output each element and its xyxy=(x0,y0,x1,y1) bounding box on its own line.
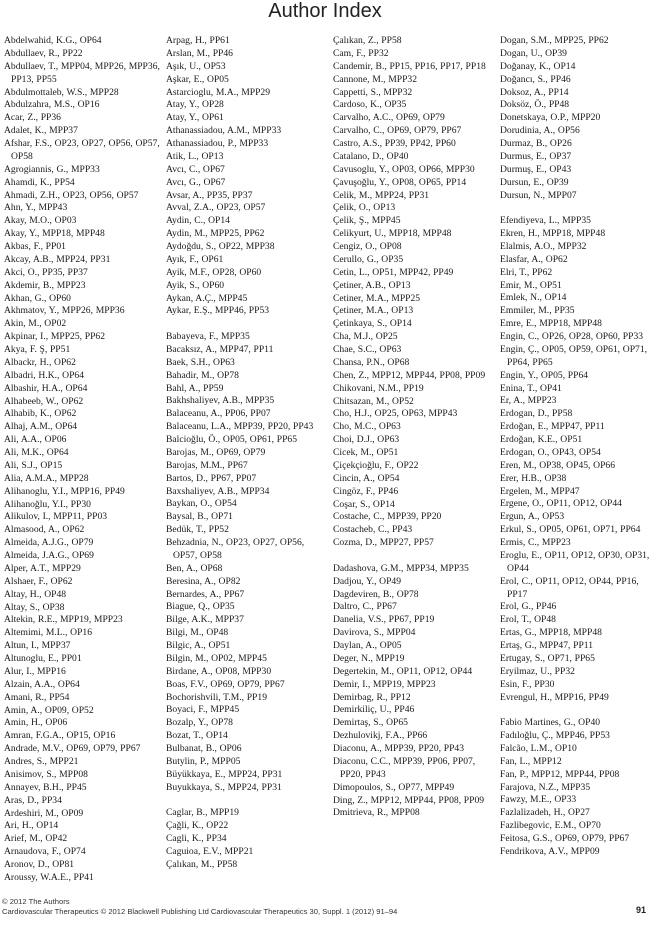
index-entry: Bahadir, M., OP78 xyxy=(166,369,239,381)
index-entry: Çetinkaya, S., OP14 xyxy=(333,318,412,330)
index-entry: Ertugay, S., OP71, PP65 xyxy=(500,652,595,664)
index-entry: Dimopoulos, S., OP77, MPP49 xyxy=(333,781,455,793)
index-entry: Dursun, E., OP39 xyxy=(500,176,569,188)
index-entry: Ergelen, M., MPP47 xyxy=(500,485,580,497)
index-entry: Acar, Z., PP36 xyxy=(4,112,61,124)
index-entry: Afshar, F.S., OP23, OP27, OP56, OP57, OP58 xyxy=(4,138,160,162)
index-entry: Fazlalizadeh, H., OP27 xyxy=(500,807,590,819)
index-entry: Çetiner, M.A., OP13 xyxy=(333,305,414,317)
index-entry: Dogan, U., OP39 xyxy=(500,47,567,59)
page-number: 91 xyxy=(635,905,646,915)
index-entry: Cha, M.J., OP25 xyxy=(333,331,398,343)
index-column-3 xyxy=(333,35,493,820)
index-entry: Athanassiadou, P., MPP33 xyxy=(166,138,269,149)
index-entry: Doksoz, A., PP14 xyxy=(500,86,569,98)
index-entry: Andres, S., MPP21 xyxy=(4,756,79,767)
index-entry: Erdoğan, K.E., OP51 xyxy=(500,434,583,446)
index-entry: Boyaci, F., MPP45 xyxy=(166,704,240,716)
index-entry: Biague, Q., OP35 xyxy=(166,601,235,613)
index-entry: Chikovani, N.M., PP19 xyxy=(333,382,424,394)
index-entry: Bilgi, M., OP48 xyxy=(166,627,229,639)
index-entry: Akbas, F., PP01 xyxy=(4,241,66,252)
index-entry: Demirtaş, S., OP65 xyxy=(333,717,408,729)
index-entry: Alshaer, F., OP62 xyxy=(4,575,73,587)
index-entry: Abdulmottaleb, W.S., MPP28 xyxy=(4,86,119,98)
index-entry: Alikulov, I., MPP11, PP03 xyxy=(4,511,108,523)
index-entry: Baysal, B., OP71 xyxy=(166,511,233,523)
index-entry: Çalıkan, M., PP58 xyxy=(166,858,238,870)
index-entry: Barojas, M.M., PP67 xyxy=(166,459,248,471)
index-entry: Akin, M., OP02 xyxy=(4,318,67,330)
index-entry: Cincin, A., OP54 xyxy=(333,472,400,484)
index-entry: Altunoglu, E., PP01 xyxy=(4,653,82,664)
index-entry: Cerullo, G., OP35 xyxy=(333,253,404,265)
index-entry: Amin, A., OP09, OP52 xyxy=(4,704,94,716)
index-entry: Albackr, H., OP62 xyxy=(4,356,76,368)
index-entry: Catalano, D., OP40 xyxy=(333,150,409,162)
index-entry: Falcão, L.M., OP10 xyxy=(500,742,577,754)
index-entry: Abdulzahra, M.S., OP16 xyxy=(4,99,100,111)
index-entry: Fabio Martines, G., OP40 xyxy=(500,717,601,729)
index-entry: Avcı, G., OP67 xyxy=(166,176,226,188)
index-entry: Donetskaya, O.P., MPP20 xyxy=(500,112,601,124)
index-entry: Dursun, N., MPP07 xyxy=(500,189,577,201)
index-entry: Altun, I., MPP37 xyxy=(4,640,71,652)
index-entry: Aykan, A.Ç., MPP45 xyxy=(166,292,248,304)
index-entry: Candemir, B., PP15, PP16, PP17, PP18 xyxy=(333,60,486,72)
index-entry: Fan, P., MPP12, MPP44, PP08 xyxy=(500,768,620,780)
index-entry: Cappetti, S., MPP32 xyxy=(333,86,413,98)
index-entry: Bochorishvili, T.M., PP19 xyxy=(166,691,267,703)
index-entry: Butylin, P., MPP05 xyxy=(166,755,241,767)
index-entry: Dezhulovikj, F.A., PP66 xyxy=(333,730,428,742)
index-entry: Aydin, M., MPP25, PP62 xyxy=(166,228,265,240)
index-entry: Almasood, A., OP62 xyxy=(4,524,85,536)
index-entry: Doğancı, S., PP46 xyxy=(500,73,571,85)
index-entry: Fazlibegovic, E.M., OP70 xyxy=(500,820,601,832)
index-entry: Alhabeeb, W., OP62 xyxy=(4,395,84,407)
index-entry: Cetiner, M.A., MPP25 xyxy=(333,292,421,304)
index-entry: Doksöz, Ö., PP48 xyxy=(500,99,570,111)
index-entry: Altemimi, M.L., OP16 xyxy=(4,627,93,639)
index-entry: Costache, C., MPP39, PP20 xyxy=(333,511,442,523)
index-entry: Ali, S.J., OP15 xyxy=(4,459,63,471)
index-entry: Cingöz, F., PP46 xyxy=(333,485,399,497)
index-entry: Ergene, O., OP11, OP12, OP44 xyxy=(500,498,622,510)
index-entry: Avsar, A., PP35, PP37 xyxy=(166,189,253,201)
index-entry: Bernardes, A., PP67 xyxy=(166,588,245,600)
index-entry: Demir, I., MPP19, MPP23 xyxy=(333,678,436,690)
index-entry: Aras, D., PP34 xyxy=(4,794,62,806)
index-entry: Ekren, H., MPP18, MPP48 xyxy=(500,228,606,240)
index-entry: Anisimov, S., MPP08 xyxy=(4,768,88,780)
index-entry: Enina, T., OP41 xyxy=(500,382,562,394)
index-entry: Cetin, L., OP51, MPP42, PP49 xyxy=(333,266,454,278)
index-entry: Cavusoglu, Y., OP03, OP66, MPP30 xyxy=(333,163,475,175)
index-entry: Büyükkaya, E., MPP24, PP31 xyxy=(166,768,283,780)
index-entry: Adalet, K., MPP37 xyxy=(4,125,78,137)
index-entry: Castro, A.S., PP39, PP42, PP60 xyxy=(333,138,456,149)
index-entry: Aykar, E.Ş., MPP46, PP53 xyxy=(166,305,270,317)
index-entry: Ermis, C., MPP23 xyxy=(500,537,571,549)
index-entry: Ali, M.K., OP64 xyxy=(4,447,69,458)
index-entry: Chitsazan, M., OP52 xyxy=(333,395,414,407)
index-entry: Amin, H., OP06 xyxy=(4,717,68,729)
index-entry: Babayeva, F., MPP35 xyxy=(166,331,250,343)
index-entry: Erdoğan, E., MPP47, PP11 xyxy=(500,421,605,433)
index-entry: Durmaz, B., OP26 xyxy=(500,138,572,149)
index-entry: Ertas, G., MPP18, MPP48 xyxy=(500,627,602,639)
index-entry: Erol, T., OP48 xyxy=(500,614,556,626)
index-entry: Dmitrieva, R., MPP08 xyxy=(333,807,420,819)
index-entry: Balcioğlu, Ö., OP05, OP61, PP65 xyxy=(166,434,297,446)
index-entry: Altekin, R.E., MPP19, MPP23 xyxy=(4,614,123,626)
index-entry: Emre, E., MPP18, MPP48 xyxy=(500,318,602,330)
index-entry: Erdogan, O., OP43, OP54 xyxy=(500,446,601,458)
index-entry: Chae, S.C., OP63 xyxy=(333,344,402,355)
index-entry: Abdelwahid, K.G., OP64 xyxy=(4,35,102,46)
index-entry: Cicek, M., OP51 xyxy=(333,447,399,458)
index-entry: Aronov, D., OP81 xyxy=(4,859,75,870)
index-entry: Ben, A., OP68 xyxy=(166,562,223,574)
index-entry: Alihanoglu, Y.I., MPP16, PP49 xyxy=(4,485,125,497)
index-entry: Astarcioglu, M.A., MPP29 xyxy=(166,86,271,98)
index-entry: Erdogan, D., PP58 xyxy=(500,408,573,420)
index-entry: Cho, M.C., OP63 xyxy=(333,421,401,433)
index-entry: Alper, A.T., MPP29 xyxy=(4,562,81,574)
index-entry: Bozalp, Y., OP78 xyxy=(166,717,233,729)
index-entry: Baek, S.H., OP63 xyxy=(166,356,235,368)
index-entry: Balaceanu, L.A., MPP39, PP20, PP43 xyxy=(166,421,314,433)
index-entry: Bilgic, A., OP51 xyxy=(166,640,231,652)
index-entry: Ahn, Y., MPP43 xyxy=(4,202,68,214)
index-entry: Fan, L., MPP12 xyxy=(500,755,562,767)
index-entry: Akay, Y., MPP18, MPP48 xyxy=(4,228,105,240)
index-entry: Alur, I., MPP16 xyxy=(4,665,66,677)
index-entry: Athanassiadou, A.M., MPP33 xyxy=(166,125,282,137)
index-entry: Çiçekçioğlu, F., OP22 xyxy=(333,459,419,471)
index-entry: Erol, C., OP11, OP12, OP44, PP16, PP17 xyxy=(500,575,639,600)
index-entry: Amran, F.G.A., OP15, OP16 xyxy=(4,730,116,742)
index-entry: Engin, Y., OP05, PP64 xyxy=(500,369,589,381)
index-entry: Carvalho, A.C., OP69, OP79 xyxy=(333,112,445,124)
index-entry: Akay, M.O., OP03 xyxy=(4,215,77,227)
index-entry: Bulbanat, B., OP06 xyxy=(166,743,242,755)
index-entry: Davirova, S., MPP04 xyxy=(333,627,416,639)
index-entry: Barojas, M., OP69, OP79 xyxy=(166,446,266,458)
index-entry: Degertekin, M., OP11, OP12, OP44 xyxy=(333,665,473,677)
index-entry: Arnaudova, F., OP74 xyxy=(4,846,86,858)
index-entry: Carvalho, C., OP69, OP79, PP67 xyxy=(333,125,462,137)
index-entry: Almeida, A.J.G., OP79 xyxy=(4,537,94,549)
index-entry: Bartos, D., PP67, PP07 xyxy=(166,472,257,484)
index-entry: Birdane, A., OP08, MPP30 xyxy=(166,665,272,677)
index-entry: Agrogiannis, G., MPP33 xyxy=(4,163,100,175)
index-entry: Er, A., MPP23 xyxy=(500,395,557,407)
index-entry: Bakhshaliyev, A.B., MPP35 xyxy=(166,395,275,407)
index-entry: Diaconu, A., MPP39, PP20, PP43 xyxy=(333,743,465,755)
index-entry: Cam, F., PP32 xyxy=(333,47,389,59)
index-entry: Baykan, O., OP54 xyxy=(166,498,237,510)
index-entry: Evrengul, H., MPP16, PP49 xyxy=(500,691,609,703)
index-entry: Albashir, H.A., OP64 xyxy=(4,382,88,394)
index-entry: Akya, F. Ş, PP51 xyxy=(4,344,71,355)
index-entry: Çavuşoğlu, Y., OP08, OP65, PP14 xyxy=(333,176,467,188)
index-entry: Atay, Y., OP61 xyxy=(166,112,224,124)
index-entry: Dorudinia, A., OP56 xyxy=(500,125,580,137)
index-entry: Celik, M., MPP24, PP31 xyxy=(333,189,430,201)
index-entry: Ardeshiri, M., OP09 xyxy=(4,807,84,819)
index-entry: Demirkiliç, U., PP46 xyxy=(333,704,415,716)
index-entry: Buyukkaya, S., MPP24, PP31 xyxy=(166,781,282,793)
index-entry: Caguioa, E.V., MPP21 xyxy=(166,845,254,857)
index-entry: Efendiyeva, L., MPP35 xyxy=(500,215,591,227)
index-entry: Arief, M., OP42 xyxy=(4,833,68,845)
index-entry: Chen, Z., MPP12, MPP44, PP08, PP09 xyxy=(333,369,486,381)
index-entry: Fadıloğlu, Ç., MPP46, PP53 xyxy=(500,730,610,742)
index-entry: Deger, N., MPP19 xyxy=(333,652,405,664)
index-entry: Costacheb, C., PP43 xyxy=(333,524,413,536)
index-entry: Ayik, S., OP60 xyxy=(166,279,225,291)
index-entry: Aydoğdu, S., OP22, MPP38 xyxy=(166,241,275,252)
index-entry: Celikyurt, U., MPP18, MPP48 xyxy=(333,228,452,240)
page-title: Author Index xyxy=(268,0,382,22)
index-entry: Aroussy, W.A.E., PP41 xyxy=(4,871,94,883)
index-entry: Amani, R., PP54 xyxy=(4,691,70,703)
index-entry: Çelik, Ş., MPP45 xyxy=(333,215,401,227)
index-entry: Çağli, K., OP22 xyxy=(166,820,229,832)
index-entry: Dogan, S.M., MPP25, PP62 xyxy=(500,35,609,46)
index-entry: Emmiler, M., PP35 xyxy=(500,305,575,317)
index-entry: Dadashova, G.M., MPP34, MPP35 xyxy=(333,562,469,574)
index-entry: Elri, T., PP62 xyxy=(500,266,553,278)
index-entry: Erkul, S., OP05, OP61, OP71, PP64 xyxy=(500,524,641,536)
index-entry: Bilgin, M., OP02, MPP45 xyxy=(166,652,267,664)
index-entry: Akci, O., PP35, PP37 xyxy=(4,266,88,278)
index-entry: Esin, F., PP30 xyxy=(500,678,555,690)
index-entry: Arslan, M., PP46 xyxy=(166,47,233,59)
index-entry: Balaceanu, A., PP06, PP07 xyxy=(166,408,271,420)
index-entry: Ertaş, G., MPP47, PP11 xyxy=(500,640,594,652)
index-entry: Eryilmaz, U., PP32 xyxy=(500,665,575,677)
index-column-2 xyxy=(166,35,326,872)
index-entry: Ari, H., OP14 xyxy=(4,820,59,832)
index-entry: Eren, M., OP38, OP45, OP66 xyxy=(500,459,615,471)
index-entry: Ahmadi, Z.H., OP23, OP56, OP57 xyxy=(4,189,139,201)
index-entry: Bozat, T., OP14 xyxy=(166,730,228,742)
index-entry: Annayev, B.H., PP45 xyxy=(4,781,87,793)
index-entry: Avcı, C., OP67 xyxy=(166,163,225,175)
index-entry: Dagdeviren, B., OP78 xyxy=(333,588,419,600)
index-entry: Beresina, A., OP82 xyxy=(166,575,241,587)
index-entry: Cozma, D., MPP27, PP57 xyxy=(333,537,434,549)
index-entry: Avval, Z.A., OP23, OP57 xyxy=(166,202,266,214)
index-entry: Cannone, M., MPP32 xyxy=(333,73,418,85)
index-entry: Fendrikova, A.V., MPP09 xyxy=(500,845,600,857)
index-entry: Çelik, O., OP13 xyxy=(333,202,396,214)
index-entry: Akcay, A.B., MPP24, PP31 xyxy=(4,253,111,265)
index-entry: Alhaj, A.M., OP64 xyxy=(4,421,78,433)
index-entry: Daltro, C., PP67 xyxy=(333,601,397,613)
index-entry: Ayık, F., OP61 xyxy=(166,253,224,265)
index-entry: Erer, H.B., OP38 xyxy=(500,472,567,484)
index-entry: Ali, A.A., OP06 xyxy=(4,434,67,446)
index-entry: Akdemir, B., MPP23 xyxy=(4,279,86,291)
index-entry: Engin, Ç., OP05, OP59, OP61, OP71, PP64, PP65 xyxy=(500,343,648,368)
index-entry: Abdullaev, R., PP22 xyxy=(4,47,83,59)
index-entry: Choi, D.J., OP63 xyxy=(333,434,400,446)
index-entry: Dadjou, Y., OP49 xyxy=(333,575,402,587)
index-entry: Çalıkan, Z., PP58 xyxy=(333,35,402,46)
index-entry: Atay, Y., OP28 xyxy=(166,99,224,111)
index-entry: Ahamdi, K., PP54 xyxy=(4,176,75,188)
index-entry: Almeida, J.A.G., OP69 xyxy=(4,550,94,561)
index-entry: Emir, M., OP51 xyxy=(500,279,562,291)
index-entry: Emlek, N., OP14 xyxy=(500,292,567,304)
index-entry: Akhan, G., OP60 xyxy=(4,292,71,304)
index-entry: Cho, H.J., OP25, OP63, MPP43 xyxy=(333,408,458,420)
index-entry: Ergun, A., OP53 xyxy=(500,511,565,523)
index-entry: Altay, H., OP48 xyxy=(4,588,67,600)
index-entry: Alihanoğlu, Y.I., PP30 xyxy=(4,498,91,510)
index-entry: Aydin, C., OP14 xyxy=(166,215,230,227)
index-entry: Caglar, B., MPP19 xyxy=(166,807,239,819)
index-column-1 xyxy=(4,35,164,885)
index-entry: Alia, A.M.A., MPP28 xyxy=(4,472,89,484)
index-entry: Arpag, H., PP61 xyxy=(166,35,230,46)
index-entry: Aşkar, E., OP05 xyxy=(166,73,229,85)
index-entry: Behzadnia, N., OP23, OP27, OP56, OP57, OP58 xyxy=(166,537,305,561)
index-entry: Andrade, M.V., OP69, OP79, PP67 xyxy=(4,743,141,755)
index-entry: Albadri, H.K., OP64 xyxy=(4,369,85,381)
index-entry: Engin, C., OP26, OP28, OP60, PP33 xyxy=(500,331,644,343)
index-entry: Doğanay, K., OP14 xyxy=(500,60,576,72)
index-entry: Fawzy, M.E., OP33 xyxy=(500,794,577,806)
index-entry: Baxshaliyev, A.B., MPP34 xyxy=(166,485,270,497)
index-entry: Durmuş, E., OP43 xyxy=(500,163,572,175)
footer-copyright: © 2012 The Authors xyxy=(2,897,70,906)
index-entry: Atik, L., OP13 xyxy=(166,150,224,162)
index-entry: Chansa, P.N., OP68 xyxy=(333,356,410,368)
index-entry: Diaconu, C.C., MPP39, PP06, PP07, PP20, PP43 xyxy=(333,755,476,780)
index-entry: Coşar, S., OP14 xyxy=(333,498,395,510)
index-entry: Akpinar, I., MPP25, PP62 xyxy=(4,331,105,343)
index-entry: Elasfar, A., OP62 xyxy=(500,253,568,265)
index-entry: Cagli, K., PP34 xyxy=(166,833,227,845)
index-entry: Abdullaev, T., MPP04, MPP26, MPP36, PP13, PP55 xyxy=(4,60,160,85)
index-entry: Erol, G., PP46 xyxy=(500,601,557,613)
index-entry: Boas, F.V., OP69, OP79, PP67 xyxy=(166,678,285,690)
index-entry: Aşık, U., OP53 xyxy=(166,60,226,72)
index-entry: Alhabib, K., OP62 xyxy=(4,408,77,420)
index-entry: Alzain, A.A., OP64 xyxy=(4,678,80,690)
index-entry: Feitosa, G.S., OP69, OP79, PP67 xyxy=(500,833,630,845)
index-entry: Daylan, A., OP05 xyxy=(333,640,402,652)
index-entry: Ding, Z., MPP12, MPP44, PP08, PP09 xyxy=(333,794,485,806)
index-entry: Altay, S., OP38 xyxy=(4,601,65,613)
index-entry: Bacaksız, A., MPP47, PP11 xyxy=(166,343,274,355)
index-entry: Eroglu, E., OP11, OP12, OP30, OP31, OP44 xyxy=(500,549,650,574)
index-entry: Demirbag, R., PP12 xyxy=(333,691,411,703)
index-entry: Cengiz, O., OP08 xyxy=(333,241,402,252)
index-entry: Danelia, V.S., PP67, PP19 xyxy=(333,614,435,626)
index-entry: Bilge, A.K., MPP37 xyxy=(166,614,244,626)
index-entry: Bedük, T., PP52 xyxy=(166,524,229,536)
index-entry: Elalmis, A.O., MPP32 xyxy=(500,240,587,252)
index-entry: Bahl, A., PP59 xyxy=(166,382,224,394)
index-entry: Cardoso, K., OP35 xyxy=(333,99,407,111)
footer-journal-line: Cardiovascular Therapeutics © 2012 Blackwell Publishing Ltd Cardiovascular Therapeutics 30, Suppl. 1 (2012) 91–94 xyxy=(2,907,398,916)
index-entry: Farajova, N.Z., MPP35 xyxy=(500,781,591,793)
index-entry: Akhmatov, Y., MPP26, MPP36 xyxy=(4,305,125,317)
index-entry: Durmus, E., OP37 xyxy=(500,150,572,162)
index-column-4 xyxy=(500,35,650,859)
index-entry: Ayik, M.F., OP28, OP60 xyxy=(166,266,262,278)
index-entry: Çetiner, A.B., OP13 xyxy=(333,279,411,291)
